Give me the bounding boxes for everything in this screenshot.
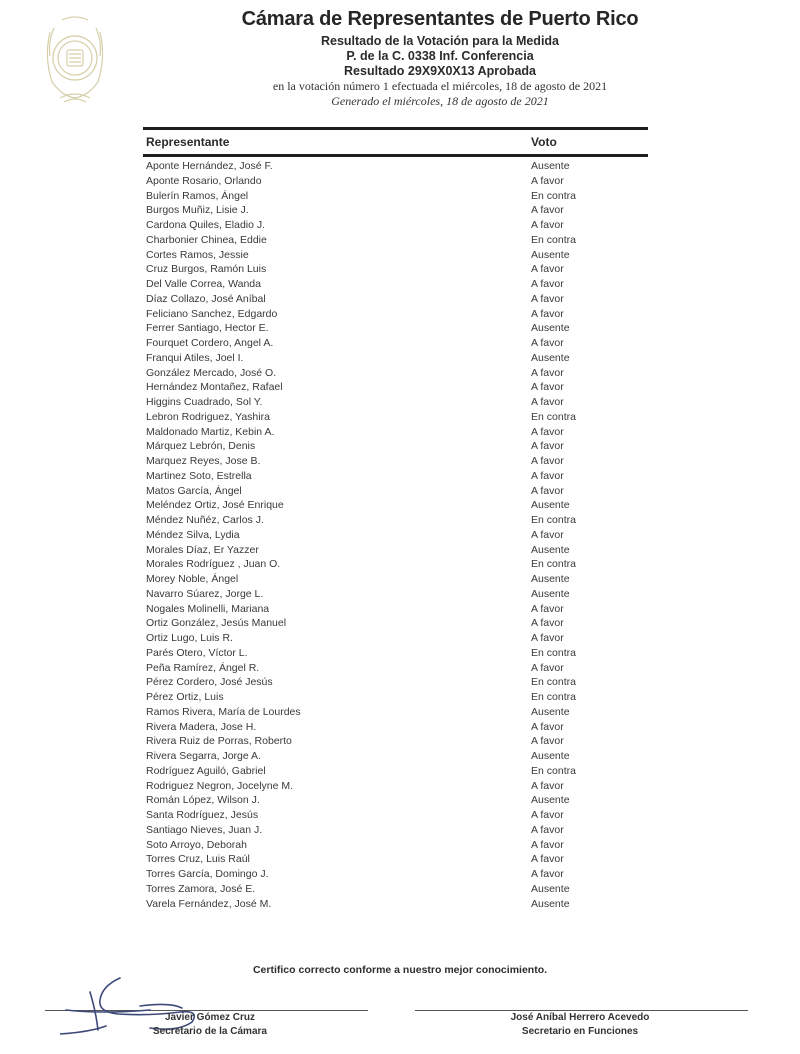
table-row <box>146 587 646 602</box>
representative-name: Pérez Ortiz, Luis <box>146 691 224 703</box>
representative-name: Rivera Segarra, Jorge A. <box>146 750 261 762</box>
table-row <box>146 690 646 705</box>
table-row <box>146 484 646 499</box>
vote-value: A favor <box>531 307 564 320</box>
vote-value: A favor <box>531 455 564 467</box>
vote-value: Ausente <box>531 573 570 585</box>
table-row <box>146 528 646 543</box>
table-row <box>146 631 646 646</box>
table-row <box>146 882 646 897</box>
representative-name: Ferrer Santiago, Hector E. <box>146 322 269 335</box>
vote-value: Ausente <box>531 499 570 512</box>
representative-name: Varela Fernández, José M. <box>146 897 272 910</box>
representative-name: Rivera Madera, Jose H. <box>146 720 257 733</box>
vote-value: Ausente <box>531 794 570 807</box>
vote-value: A favor <box>531 278 564 290</box>
representative-name: Aponte Rosario, Orlando <box>146 174 262 187</box>
table-row <box>146 262 646 277</box>
table-row <box>146 395 646 410</box>
table-row <box>146 734 646 749</box>
representative-name: Rodriguez Negron, Jocelyne M. <box>146 779 294 792</box>
vote-value: A favor <box>531 853 564 866</box>
representative-name: Lebron Rodriguez, Yashira <box>146 410 270 423</box>
measure-id: P. de la C. 0338 Inf. Conferencia <box>346 49 534 63</box>
table-row <box>146 602 646 617</box>
vote-value: A favor <box>531 263 564 276</box>
document-subtitle: Resultado de la Votación para la Medida <box>320 34 560 48</box>
vote-value: Ausente <box>531 248 570 261</box>
table-row <box>146 321 646 336</box>
table-row <box>146 764 646 779</box>
vote-value: A favor <box>531 868 564 880</box>
vote-value: Ausente <box>531 705 570 718</box>
vote-value: A favor <box>531 425 564 438</box>
representative-name: Santa Rodríguez, Jesús <box>146 809 259 821</box>
table-row <box>146 808 646 823</box>
representative-name: Pérez Cordero, José Jesús <box>146 676 273 689</box>
table-row <box>146 336 646 351</box>
table-row <box>146 498 646 513</box>
vote-value: A favor <box>531 174 564 187</box>
vote-value: A favor <box>531 484 564 497</box>
representative-name: Ramos Rivera, María de Lourdes <box>146 705 301 718</box>
vote-value: A favor <box>531 838 564 851</box>
vote-value: Ausente <box>531 322 570 335</box>
representative-name: Soto Arroyo, Deborah <box>146 838 247 851</box>
vote-value: Ausente <box>531 160 570 172</box>
representative-name: Rodríguez Aguiló, Gabriel <box>146 764 266 777</box>
representative-name: Santiago Nieves, Juan J. <box>146 823 263 836</box>
representative-name: Rivera Ruiz de Porras, Roberto <box>146 735 292 748</box>
vote-value: A favor <box>531 528 564 541</box>
table-row <box>146 203 646 218</box>
vote-value: Ausente <box>531 351 570 364</box>
signatory-left-name: Javier Gómez Cruz <box>164 1012 256 1023</box>
certification-statement: Certifico correcto conforme a nuestro mejor conocimiento. <box>252 964 548 976</box>
table-row <box>146 779 646 794</box>
table-row <box>146 425 646 440</box>
representative-name: Navarro Súarez, Jorge L. <box>146 587 264 600</box>
representative-name: Cruz Burgos, Ramón Luis <box>146 263 267 276</box>
representative-name: Román López, Wilson J. <box>146 794 260 807</box>
vote-value: A favor <box>531 366 564 379</box>
signatory-right-name: José Aníbal Herrero Acevedo <box>510 1012 650 1023</box>
vote-value: A favor <box>531 469 564 482</box>
table-row <box>146 675 646 690</box>
signatory-right-title: Secretario en Funciones <box>521 1026 639 1037</box>
table-row <box>146 307 646 322</box>
table-row <box>146 793 646 808</box>
vote-value: En contra <box>531 764 576 777</box>
vote-value: A favor <box>531 735 564 748</box>
vote-value: Ausente <box>531 587 570 600</box>
generated-date: Generado el miércoles, 18 de agosto de 2021 <box>331 94 549 108</box>
representative-name: Peña Ramírez, Ángel R. <box>146 661 260 674</box>
representative-name: Maldonado Martiz, Kebin A. <box>146 425 275 438</box>
vote-value: Ausente <box>531 543 570 556</box>
table-row <box>146 838 646 853</box>
table-row <box>146 469 646 484</box>
vote-value: A favor <box>531 720 564 733</box>
vote-value: Ausente <box>531 897 570 910</box>
table-header-rule <box>143 154 648 157</box>
table-row <box>146 897 646 912</box>
vote-value: En contra <box>531 410 576 423</box>
representative-name: Feliciano Sanchez, Edgardo <box>146 307 278 320</box>
representative-name: Ortiz Lugo, Luis R. <box>146 632 233 644</box>
representative-name: Torres García, Domingo J. <box>146 868 269 880</box>
chamber-seal-icon <box>40 12 110 104</box>
vote-value: A favor <box>531 632 564 644</box>
representative-name: González Mercado, José O. <box>146 366 277 379</box>
table-row <box>146 705 646 720</box>
table-row <box>146 189 646 204</box>
table-row <box>146 720 646 735</box>
vote-value: A favor <box>531 440 564 453</box>
representative-name: Fourquet Cordero, Angel A. <box>146 337 274 349</box>
representative-name: Charbonier Chinea, Eddie <box>146 233 267 246</box>
representative-name: Ortiz González, Jesús Manuel <box>146 617 287 630</box>
vote-value: A favor <box>531 219 564 231</box>
vote-value: A favor <box>531 617 564 630</box>
vote-value: A favor <box>531 204 564 217</box>
document-title: Cámara de Representantes de Puerto Rico <box>241 8 639 30</box>
table-row <box>146 646 646 661</box>
representative-name: Torres Zamora, José E. <box>146 882 256 895</box>
signatory-left-title: Secretario de la Cámara <box>153 1026 267 1037</box>
table-row <box>146 749 646 764</box>
table-row <box>146 543 646 558</box>
table-row <box>146 867 646 882</box>
representative-name: Del Valle Correa, Wanda <box>146 278 261 290</box>
table-row <box>146 218 646 233</box>
vote-value: A favor <box>531 381 564 394</box>
vote-value: En contra <box>531 558 576 571</box>
vote-value: En contra <box>531 676 576 689</box>
table-row <box>146 380 646 395</box>
vote-value: A favor <box>531 396 564 408</box>
representative-name: Meléndez Ortiz, José Enrique <box>146 499 284 512</box>
table-row <box>146 454 646 469</box>
vote-value: En contra <box>531 189 576 202</box>
representative-name: Cardona Quiles, Eladio J. <box>146 219 266 231</box>
representative-name: Morales Rodríguez , Juan O. <box>146 558 281 571</box>
vote-value: A favor <box>531 602 564 615</box>
representative-name: Hernández Montañez, Rafael <box>146 381 283 394</box>
column-header-voto: Voto <box>531 135 557 149</box>
representative-name: Cortes Ramos, Jessie <box>146 248 249 261</box>
representative-name: Morey Noble, Ángel <box>146 573 239 585</box>
column-header-representante: Representante <box>146 135 230 149</box>
table-row <box>146 616 646 631</box>
representative-name: Martinez Soto, Estrella <box>146 469 252 482</box>
representative-name: Nogales Molinelli, Mariana <box>146 602 270 615</box>
representative-name: Díaz Collazo, José Aníbal <box>146 292 266 305</box>
vote-info: en la votación número 1 efectuada el miércoles, 18 de agosto de 2021 <box>272 79 608 93</box>
representative-name: Márquez Lebrón, Denis <box>146 440 256 453</box>
vote-table-body <box>146 159 646 911</box>
representative-name: Bulerín Ramos, Ángel <box>146 189 249 202</box>
vote-result: Resultado 29X9X0X13 Aprobada <box>344 64 536 78</box>
vote-value: En contra <box>531 514 576 526</box>
table-row <box>146 439 646 454</box>
table-row <box>146 351 646 366</box>
representative-name: Morales Díaz, Er Yazzer <box>146 543 259 556</box>
representative-name: Higgins Cuadrado, Sol Y. <box>146 396 263 408</box>
vote-value: A favor <box>531 292 564 305</box>
table-row <box>146 292 646 307</box>
vote-value: A favor <box>531 661 564 674</box>
vote-value: En contra <box>531 691 576 703</box>
representative-name: Méndez Nuñéz, Carlos J. <box>146 514 264 526</box>
vote-value: Ausente <box>531 750 570 762</box>
table-top-rule <box>143 127 648 130</box>
table-row <box>146 248 646 263</box>
representative-name: Aponte Hernández, José F. <box>146 160 273 172</box>
representative-name: Franqui Atiles, Joel I. <box>146 351 244 364</box>
vote-value: Ausente <box>531 882 570 895</box>
representative-name: Matos García, Ángel <box>146 484 242 497</box>
vote-value: A favor <box>531 809 564 821</box>
vote-value: A favor <box>531 823 564 836</box>
representative-name: Marquez Reyes, Jose B. <box>146 455 261 467</box>
table-row <box>146 410 646 425</box>
representative-name: Méndez Silva, Lydia <box>146 528 240 541</box>
vote-value: A favor <box>531 779 564 792</box>
table-row <box>146 513 646 528</box>
table-row <box>146 823 646 838</box>
table-row <box>146 852 646 867</box>
vote-value: En contra <box>531 233 576 246</box>
representative-name: Burgos Muñiz, Lisie J. <box>146 204 249 217</box>
table-row <box>146 159 646 174</box>
signature-line-right <box>415 1010 748 1011</box>
vote-value: En contra <box>531 646 576 659</box>
table-row <box>146 661 646 676</box>
table-row <box>146 174 646 189</box>
table-row <box>146 572 646 587</box>
vote-value: A favor <box>531 337 564 349</box>
table-row <box>146 277 646 292</box>
representative-name: Torres Cruz, Luis Raúl <box>146 853 250 866</box>
representative-name: Parés Otero, Víctor L. <box>146 646 248 659</box>
table-row <box>146 557 646 572</box>
table-row <box>146 366 646 381</box>
table-row <box>146 233 646 248</box>
